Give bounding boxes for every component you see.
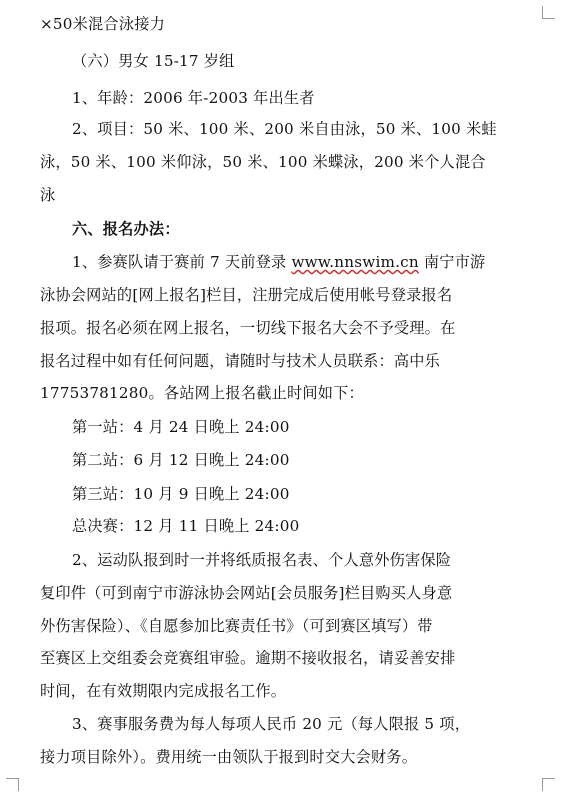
text-line: 外伤害保险）、《自愿参加比赛责任书》（可到赛区填写）带	[40, 617, 433, 635]
text-line: 至赛区上交组委会竞赛组审验。逾期不接收报名，请妥善安排	[40, 649, 456, 667]
text-line: 报项。报名必须在网上报名，一切线下报名大会不予受理。在	[40, 319, 456, 337]
text-line: 泳	[40, 186, 56, 204]
text-line: 复印件（可到南宁市游泳协会网站[会员服务]栏目购买人身意	[40, 584, 453, 602]
deadline-item: 第一站：4 月 24 日晚上 24:00	[72, 418, 290, 436]
section-heading: 六、报名办法：	[72, 220, 180, 238]
text-line: 17753781280。各站网上报名截止时间如下：	[40, 384, 364, 402]
deadline-item: 总决赛：12 月 11 日晚上 24:00	[72, 517, 300, 535]
text-line: 报名过程中如有任何问题，请随时与技术人员联系：高中乐	[40, 352, 441, 370]
website-link[interactable]: www.nnswim.cn	[291, 253, 419, 271]
text-line: 2、项目：50 米、100 米、200 米自由泳，50 米、100 米蛙	[72, 120, 497, 138]
page-corner-mark	[542, 6, 555, 19]
text-line: ×50米混合泳接力	[40, 15, 165, 33]
text-line: 3、赛事服务费为每人每项人民币 20 元（每人限报 5 项，	[72, 715, 471, 733]
text-line: 泳协会网站的[网上报名]栏目，注册完成后使用帐号登录报名	[40, 286, 453, 304]
text-span: 南宁市游	[423, 253, 486, 271]
text-line: 泳，50 米、100 米仰泳，50 米、100 米蝶泳，200 米个人混合	[40, 153, 486, 171]
text-line: 接力项目除外）。费用统一由领队于报到时交大会财务。	[40, 748, 418, 766]
text-line: 1、年龄：2006 年-2003 年出生者	[72, 89, 315, 107]
page-corner-mark	[6, 778, 19, 791]
text-line: 2、运动队报到时一并将纸质报名表、个人意外伤害保险	[72, 551, 452, 569]
deadline-item: 第二站：6 月 12 日晚上 24:00	[72, 451, 290, 469]
text-line: 时间，在有效期限内完成报名工作。	[40, 682, 287, 700]
text-span: 1、参赛队请于赛前 7 天前登录	[72, 253, 287, 271]
text-line	[72, 252, 485, 272]
deadline-item: 第三站：10 月 9 日晚上 24:00	[72, 485, 290, 503]
page-corner-mark	[542, 778, 555, 791]
section-heading: （六）男女 15-17 岁组	[72, 52, 235, 70]
